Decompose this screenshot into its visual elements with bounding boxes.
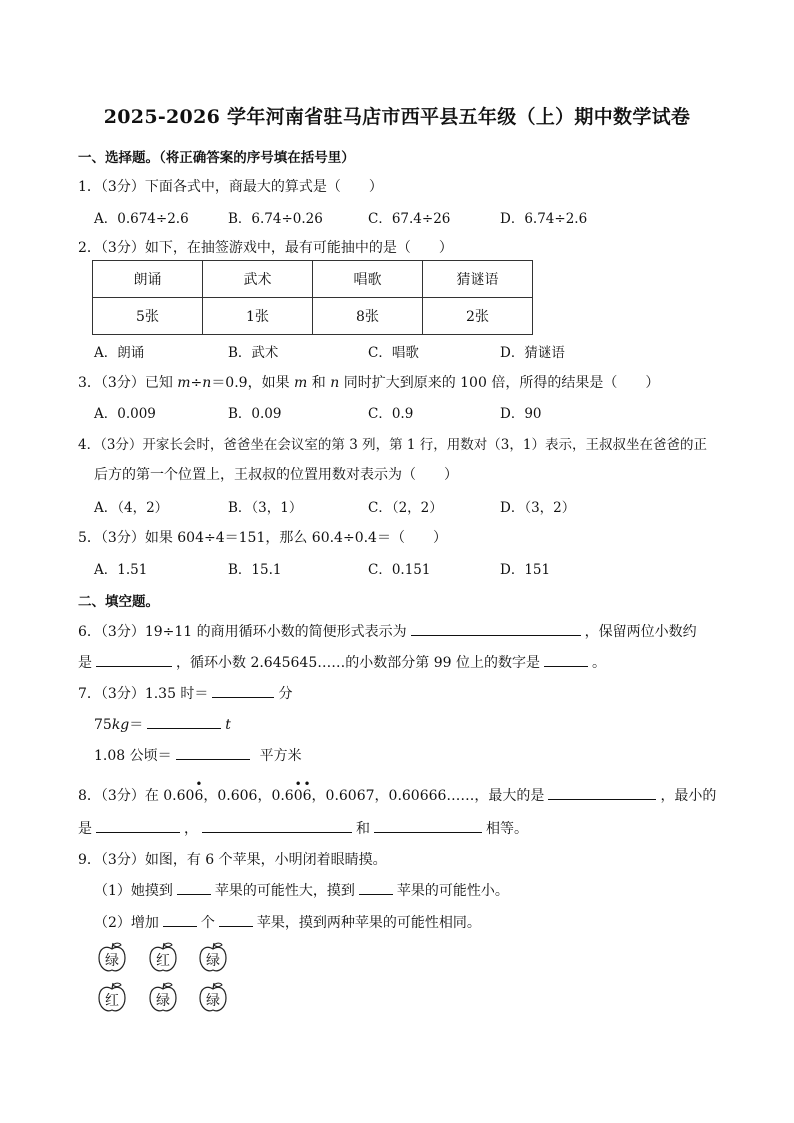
q5-option-d: D．151 xyxy=(500,562,551,578)
answer-blank[interactable] xyxy=(202,818,352,833)
draw-table xyxy=(92,260,533,335)
page-title: 2025-2026 学年河南省驻马店市西平县五年级（上）期中数学试卷 xyxy=(103,106,691,128)
q1-stem: 1．（3分）下面各式中，商最大的算式是（ ） xyxy=(78,179,383,195)
var-m: m xyxy=(294,375,308,391)
apple-icon xyxy=(148,942,178,974)
q3-option-a: A．0.009 xyxy=(94,406,156,422)
q4-option-c: C．（2，2） xyxy=(368,500,443,516)
answer-blank[interactable] xyxy=(147,714,221,729)
q9-sub2 xyxy=(94,912,481,932)
digit: 0 xyxy=(293,788,303,804)
q8-text: ，0.606，0.6 xyxy=(203,788,294,804)
repeating-digit xyxy=(302,777,312,804)
q6-text: ，保留两位小数约 xyxy=(584,624,697,640)
q2-option-a: A．朗诵 xyxy=(94,345,145,361)
answer-blank[interactable] xyxy=(96,652,172,667)
q3-option-c: C．0.9 xyxy=(368,406,414,422)
unit-kg: kg xyxy=(111,717,130,733)
apple-label: 绿 xyxy=(206,993,220,1009)
table-cell: 猜谜语 xyxy=(423,261,533,298)
q3-text: 同时扩大到原来的 100 倍，所得的结果是（ ） xyxy=(339,375,660,391)
q2-option-c: C．唱歌 xyxy=(368,345,419,361)
apple-label: 红 xyxy=(156,953,170,969)
answer-blank[interactable] xyxy=(177,880,211,895)
table-row xyxy=(93,298,533,335)
apple-icon xyxy=(97,942,127,974)
q4-stem-line1: 4．（3分）开家长会时，爸爸坐在会议室的第 3 列，第 1 行，用数对（3，1）表示，王叔叔坐在爸爸的正 xyxy=(78,437,707,453)
q8-text: ，0.6067，0.60666……，最大的是 xyxy=(311,788,545,804)
apple-icon xyxy=(198,942,228,974)
apple-icon xyxy=(148,982,178,1014)
q8-text: ，最小的 xyxy=(660,788,717,804)
q4-option-b: B．（3，1） xyxy=(228,500,303,516)
q7-text: ＝ xyxy=(129,717,144,733)
apple-label: 绿 xyxy=(156,993,170,1009)
q1-option-b: B．6.74÷0.26 xyxy=(228,211,323,227)
answer-blank[interactable] xyxy=(548,785,656,800)
apple-label: 绿 xyxy=(105,953,119,969)
q7-text: 分 xyxy=(278,686,293,702)
q1-option-d: D．6.74÷2.6 xyxy=(500,211,588,227)
q7-text: 7．（3分）1.35 时＝ xyxy=(78,686,209,702)
var-n: n xyxy=(202,375,212,391)
q2-option-d: D．猜谜语 xyxy=(500,345,565,361)
q6-text: 。 xyxy=(591,655,606,671)
q8-line1 xyxy=(78,777,717,805)
table-cell: 1张 xyxy=(203,298,313,335)
q8-line2 xyxy=(78,818,528,838)
q8-text: 8．（3分）在 0.60 xyxy=(78,788,195,804)
q6-text: ，循环小数 2.645645……的小数部分第 99 位上的数字是 xyxy=(176,655,540,671)
repeating-digit xyxy=(293,777,303,804)
q7-text: 75 xyxy=(94,717,112,733)
q9-text: 苹果的可能性小。 xyxy=(396,883,509,899)
q3-option-d: D．90 xyxy=(500,406,542,422)
q8-text: 和 xyxy=(356,821,370,837)
q3-stem xyxy=(78,372,659,392)
repeat-dot-icon: • xyxy=(303,777,311,791)
answer-blank[interactable] xyxy=(411,621,581,636)
var-m: m xyxy=(177,375,191,391)
digit: 6 xyxy=(302,788,312,804)
q9-text: 苹果，摸到两种苹果的可能性相同。 xyxy=(256,915,481,931)
answer-blank[interactable] xyxy=(96,818,180,833)
q6-text: 是 xyxy=(78,655,92,671)
q6-line2 xyxy=(78,652,606,672)
q3-text: ＝0.9，如果 xyxy=(211,375,295,391)
table-cell: 2张 xyxy=(423,298,533,335)
q8-text: ， xyxy=(184,821,198,837)
q9-text: 苹果的可能性大，摸到 xyxy=(214,883,355,899)
apple-label: 绿 xyxy=(206,953,220,969)
table-cell: 8张 xyxy=(313,298,423,335)
table-cell: 武术 xyxy=(203,261,313,298)
q9-stem: 9．（3分）如图，有 6 个苹果，小明闭着眼睛摸。 xyxy=(78,852,387,868)
apple-label: 红 xyxy=(105,993,119,1009)
q1-option-a: A．0.674÷2.6 xyxy=(94,211,189,227)
table-row xyxy=(93,261,533,298)
apple-icon xyxy=(97,982,127,1014)
q3-option-b: B．0.09 xyxy=(228,406,282,422)
q3-text: 和 xyxy=(307,375,331,391)
q6-text: 6．（3分）19÷11 的商用循环小数的简便形式表示为 xyxy=(78,624,407,640)
section-fill-heading: 二、填空题。 xyxy=(78,594,159,610)
q5-option-b: B．15.1 xyxy=(228,562,282,578)
digit: 6 xyxy=(194,788,204,804)
q5-option-c: C．0.151 xyxy=(368,562,431,578)
q4-option-a: A．（4，2） xyxy=(94,500,169,516)
apple-icon xyxy=(198,982,228,1014)
q7-line3 xyxy=(94,745,302,765)
q2-stem: 2．（3分）如下，在抽签游戏中，最有可能抽中的是（ ） xyxy=(78,240,453,256)
answer-blank[interactable] xyxy=(219,912,253,927)
q7-line1 xyxy=(78,683,292,703)
q7-line2 xyxy=(94,714,231,734)
q7-text: 1.08 公顷＝ xyxy=(94,748,172,764)
q9-text: 个 xyxy=(200,915,215,931)
repeat-dot-icon: • xyxy=(294,777,302,791)
q5-stem: 5．（3分）如果 604÷4＝151，那么 60.4÷0.4＝（ ） xyxy=(78,530,447,546)
q3-text: ÷ xyxy=(190,375,203,391)
table-cell: 朗诵 xyxy=(93,261,203,298)
q4-stem-line2: 后方的第一个位置上，王叔叔的位置用数对表示为（ ） xyxy=(94,467,458,483)
q5-option-a: A．1.51 xyxy=(94,562,148,578)
q2-option-b: B．武术 xyxy=(228,345,279,361)
q8-text: 相等。 xyxy=(486,821,528,837)
answer-blank[interactable] xyxy=(212,683,274,698)
q4-option-d: D．（3，2） xyxy=(500,500,576,516)
repeat-dot-icon: • xyxy=(195,777,203,791)
answer-blank[interactable] xyxy=(374,818,482,833)
q8-text: 是 xyxy=(78,821,92,837)
unit-t: t xyxy=(225,717,231,733)
q7-text: 平方米 xyxy=(259,748,302,764)
q9-text: （1）她摸到 xyxy=(94,883,173,899)
q6-line1 xyxy=(78,621,697,641)
q9-text: （2）增加 xyxy=(94,915,159,931)
q9-sub1 xyxy=(94,880,509,900)
var-n: n xyxy=(330,375,340,391)
section-choice-heading: 一、选择题。（将正确答案的序号填在括号里） xyxy=(78,150,355,166)
table-cell: 唱歌 xyxy=(313,261,423,298)
repeating-digit xyxy=(194,777,204,804)
table-cell: 5张 xyxy=(93,298,203,335)
answer-blank[interactable] xyxy=(544,652,588,667)
answer-blank[interactable] xyxy=(359,880,393,895)
answer-blank[interactable] xyxy=(176,745,250,760)
q1-option-c: C．67.4÷26 xyxy=(368,211,451,227)
answer-blank[interactable] xyxy=(163,912,197,927)
q3-text: 3．（3分）已知 xyxy=(78,375,178,391)
